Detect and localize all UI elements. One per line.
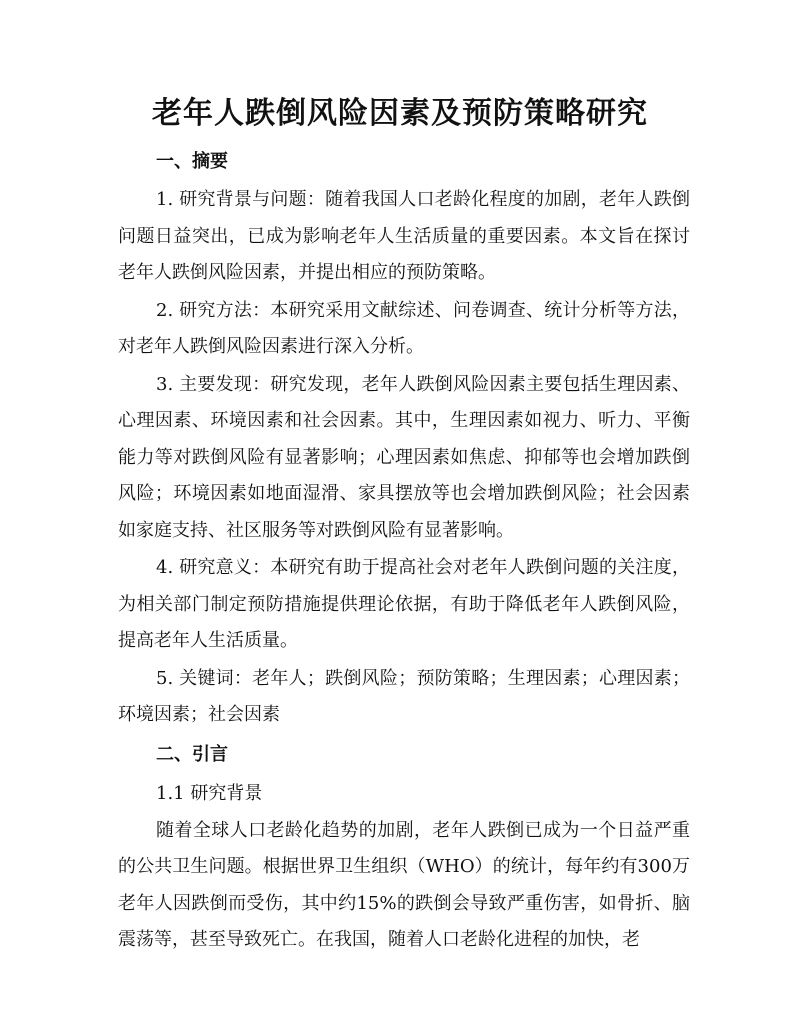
abstract-paragraph-findings: 3. 主要发现：研究发现，老年人跌倒风险因素主要包括生理因素、心理因素、环境因素和社会因素。其中，生理因素如视力、听力、平衡能力等对跌倒风险有显著影响；心理因素如焦虑、抑郁等也会增加跌倒风险；环境因素如地面湿滑、家具摆放等也会增加跌倒风险；社会因素如家庭支持、社区服务等对跌倒风险有显著影响。 — [118, 373, 690, 541]
document-body — [118, 142, 690, 960]
abstract-paragraph-keywords: 5. 关键词：老年人；跌倒风险；预防策略；生理因素；心理因素；环境因素；社会因素 — [118, 667, 690, 725]
subsection-heading-background: 1.1 研究背景 — [156, 782, 263, 804]
abstract-paragraph-methods: 2. 研究方法：本研究采用文献综述、问卷调查、统计分析等方法，对老年人跌倒风险因素进行深入分析。 — [118, 299, 690, 357]
intro-paragraph: 随着全球人口老龄化趋势的加剧，老年人跌倒已成为一个日益严重的公共卫生问题。根据世界卫生组织（WHO）的统计，每年约有300万老年人因跌倒而受伤，其中约15%的跌倒会导致严重伤害，如骨折、脑震荡等，甚至导致死亡。在我国，随着人口老龄化进程的加快，老 — [118, 819, 690, 950]
section-heading-abstract: 一、摘要 — [156, 151, 228, 172]
section-heading-intro: 二、引言 — [156, 743, 228, 765]
abstract-paragraph-background: 1. 研究背景与问题：随着我国人口老龄化程度的加剧，老年人跌倒问题日益突出，已成为影响老年人生活质量的重要因素。本文旨在探讨老年人跌倒风险因素，并提出相应的预防策略。 — [118, 189, 690, 283]
document-title: 老年人跌倒风险因素及预防策略研究 — [152, 96, 648, 131]
abstract-paragraph-significance: 4. 研究意义：本研究有助于提高社会对老年人跌倒问题的关注度，为相关部门制定预防措施提供理论依据，有助于降低老年人跌倒风险，提高老年人生活质量。 — [118, 557, 690, 651]
